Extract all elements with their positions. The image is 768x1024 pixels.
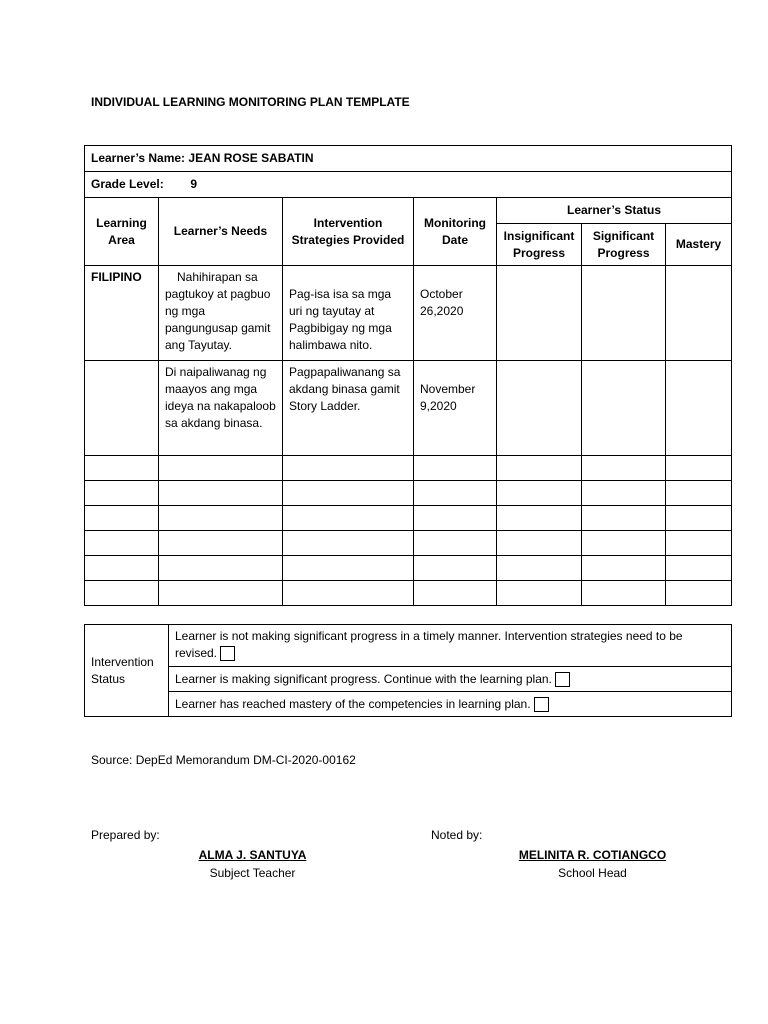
intervention-status-table [84, 624, 732, 717]
row-learning-area [85, 361, 159, 456]
row-significant-cell [582, 361, 666, 456]
status-option-mastery [169, 692, 732, 717]
document-title: INDIVIDUAL LEARNING MONITORING PLAN TEMPLATE [91, 95, 410, 109]
table-row [85, 361, 732, 456]
grade-level-row [85, 172, 732, 198]
noted-by-name: MELINITA R. COTIANGCO [518, 848, 667, 862]
row-insignificant-cell [497, 266, 582, 361]
row-mastery-cell [666, 361, 732, 456]
prepared-by-role: Subject Teacher [209, 866, 296, 880]
checkbox[interactable] [555, 672, 570, 687]
empty-table-row [85, 456, 732, 481]
empty-table-row [85, 506, 732, 531]
header-learners-needs: Learner’s Needs [159, 198, 283, 266]
intervention-status-label: Intervention Status [85, 625, 169, 717]
monitoring-plan-table [84, 145, 732, 606]
header-interventions: Intervention Strategies Provided [283, 198, 414, 266]
status-option-revise [169, 625, 732, 667]
row-strategies: Pag-isa isa sa mga uri ng tayutay at Pagbibigay ng mga halimbawa nito. [283, 266, 414, 361]
noted-by-role: School Head [558, 866, 627, 880]
learner-name-row [85, 146, 732, 172]
row-needs: Nahihirapan sa pagtukoy at pagbuo ng mga pangungusap gamit ang Tayutay. [159, 266, 283, 361]
row-mastery-cell [666, 266, 732, 361]
empty-table-row [85, 481, 732, 506]
prepared-by-label: Prepared by: [91, 828, 160, 842]
learner-name: JEAN ROSE SABATIN [188, 151, 314, 165]
empty-table-row [85, 556, 732, 581]
header-learners-status: Learner’s Status [497, 198, 732, 224]
grade-level-label: Grade Level: [91, 177, 164, 191]
empty-table-row [85, 531, 732, 556]
header-monitoring-date: Monitoring Date [414, 198, 497, 266]
status-option-continue [169, 667, 732, 692]
header-insignificant-progress: Insignificant Progress [497, 224, 582, 266]
source-note: Source: DepEd Memorandum DM-CI-2020-00162 [91, 753, 356, 767]
header-significant-progress: Significant Progress [582, 224, 666, 266]
row-needs: Di naipaliwanag ng maayos ang mga ideya na nakapaloob sa akdang binasa. [159, 361, 283, 456]
table-row [85, 266, 732, 361]
checkbox[interactable] [534, 697, 549, 712]
status-option-text: Learner is making significant progress. Continue with the learning plan. [175, 671, 552, 686]
row-significant-cell [582, 266, 666, 361]
prepared-by-name: ALMA J. SANTUYA [198, 848, 307, 862]
status-option-text: Learner has reached mastery of the competencies in learning plan. [175, 696, 531, 711]
empty-table-row [85, 581, 732, 606]
learner-name-label: Learner’s Name: [91, 151, 186, 165]
checkbox[interactable] [220, 646, 235, 661]
row-insignificant-cell [497, 361, 582, 456]
header-learning-area: Learning Area [85, 198, 159, 266]
row-learning-area: FILIPINO [85, 266, 159, 361]
row-date: October 26,2020 [414, 266, 497, 361]
row-strategies: Pagpapaliwanang sa akdang binasa gamit Story Ladder. [283, 361, 414, 456]
header-mastery: Mastery [666, 224, 732, 266]
row-date: November 9,2020 [414, 361, 497, 456]
status-option-text: Learner is not making significant progress in a timely manner. Intervention strategies need to be revised. [175, 629, 683, 660]
grade-level: 9 [190, 177, 198, 191]
noted-by-label: Noted by: [431, 828, 483, 842]
